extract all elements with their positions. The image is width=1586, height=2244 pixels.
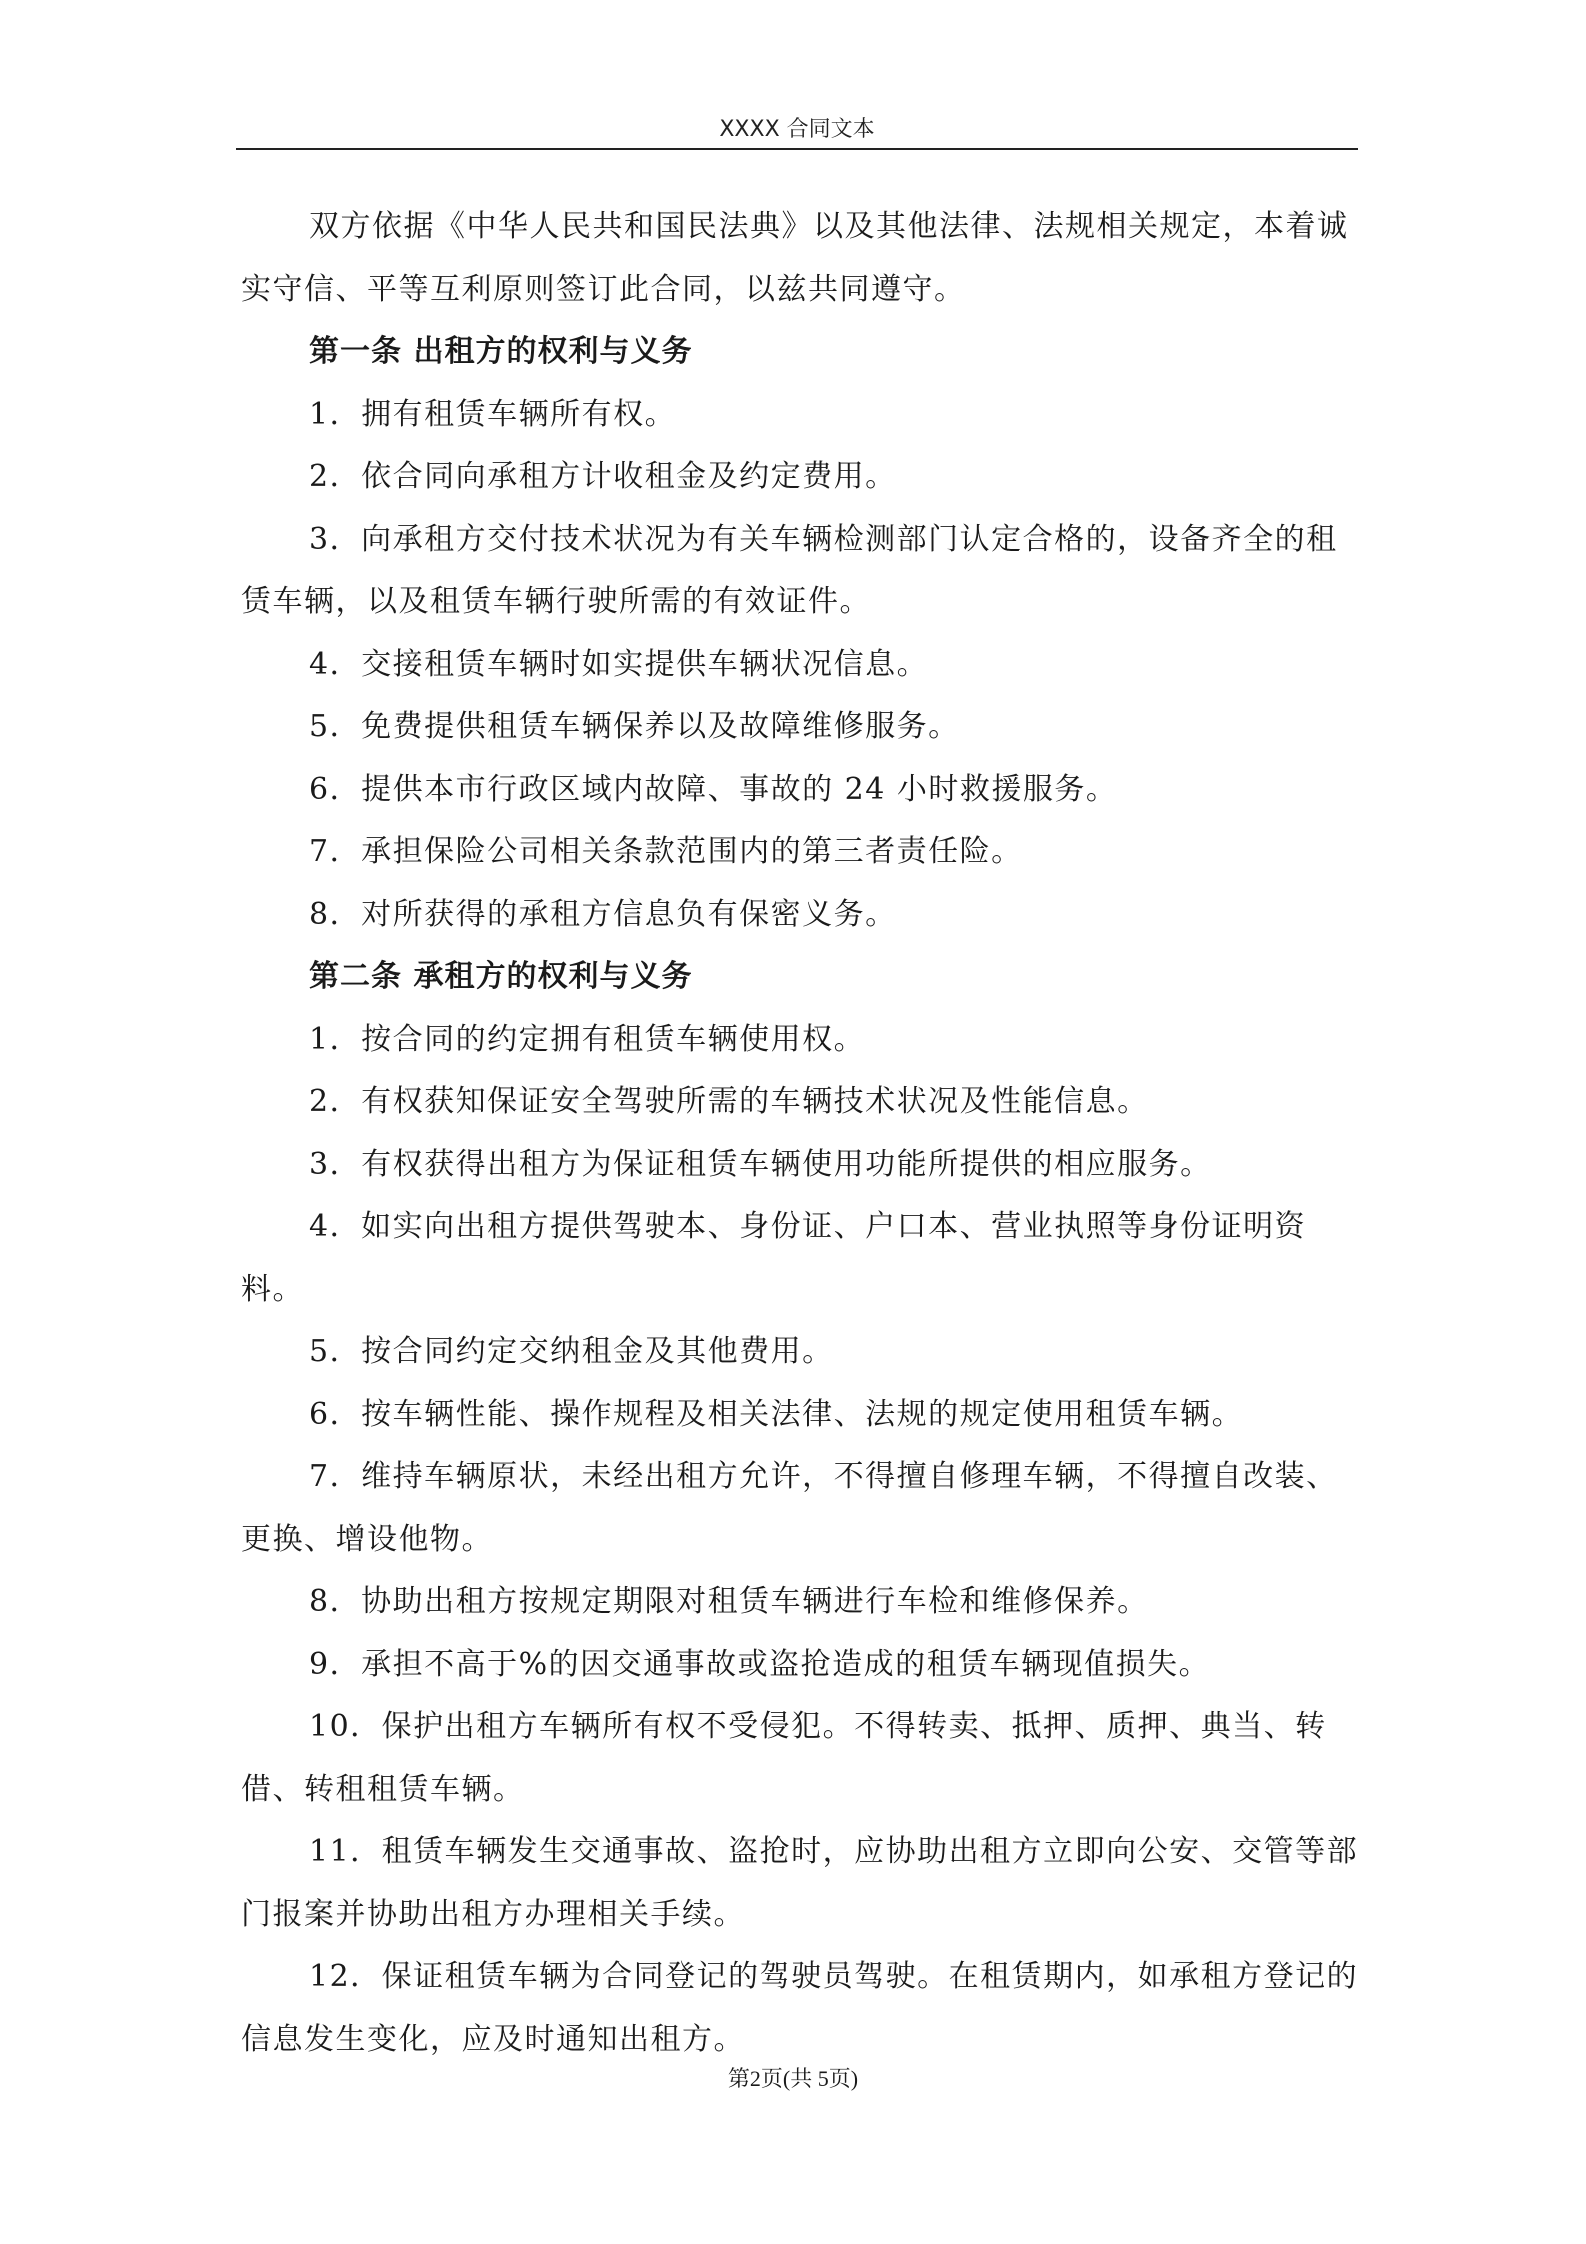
- article-1-item-4: 4．交接租赁车辆时如实提供车辆状况信息。: [309, 646, 929, 682]
- page-header-title: XXXX 合同文本: [719, 117, 875, 142]
- article-2-item-9: 9．承担不高于%的因交通事故或盗抢造成的租赁车辆现值损失。: [309, 1646, 1211, 1682]
- article-2-item-8: 8．协助出租方按规定期限对租赁车辆进行车检和维修保养。: [309, 1584, 1149, 1619]
- article-1-item-7: 7．承担保险公司相关条款范围内的第三者责任险。: [309, 834, 1023, 869]
- article-2-item-3: 3．有权获得出租方为保证租赁车辆使用功能所提供的相应服务。: [309, 1146, 1212, 1182]
- article-1-item-3: 3．向承租方交付技术状况为有关车辆检测部门认定合格的，设备齐全的租赁车辆，以及租赁车辆行驶所需的有效证件。: [241, 521, 1338, 619]
- intro-paragraph: 双方依据《中华人民共和国民法典》以及其他法律、法规相关规定，本着诚实守信、平等互利原则签订此合同，以兹共同遵守。: [241, 209, 1349, 307]
- header-divider: [236, 148, 1358, 150]
- article-1-item-1: 1．拥有租赁车辆所有权。: [309, 396, 677, 432]
- article-2-item-7: 7．维持车辆原状，未经出租方允许，不得擅自修理车辆，不得擅自改装、更换、增设他物。: [241, 1459, 1338, 1557]
- article-2-item-10: 10．保护出租方车辆所有权不受侵犯。不得转卖、抵押、质押、典当、转借、转租租赁车辆。: [241, 1709, 1327, 1807]
- article-2-item-2: 2．有权获知保证安全驾驶所需的车辆技术状况及性能信息。: [309, 1084, 1149, 1119]
- contract-body: [241, 196, 1361, 2071]
- article-2-item-1: 1．按合同的约定拥有租赁车辆使用权。: [309, 1021, 866, 1057]
- article-1-item-5: 5．免费提供租赁车辆保养以及故障维修服务。: [309, 709, 960, 744]
- article-2-item-5: 5．按合同约定交纳租金及其他费用。: [309, 1334, 834, 1369]
- article-1-item-6: 6．提供本市行政区域内故障、事故的 24 小时救援服务。: [309, 771, 1118, 807]
- article-2-item-4: 4．如实向出租方提供驾驶本、身份证、户口本、营业执照等身份证明资料。: [241, 1209, 1307, 1307]
- article-2-item-12: 12．保证租赁车辆为合同登记的驾驶员驾驶。在租赁期内，如承租方登记的信息发生变化，应及时通知出租方。: [241, 1959, 1359, 2057]
- article-1-heading: 第一条 出租方的权利与义务: [309, 334, 693, 369]
- article-2-item-11: 11．租赁车辆发生交通事故、盗抢时，应协助出租方立即向公安、交管等部门报案并协助出租方办理相关手续。: [241, 1834, 1359, 1932]
- article-1-item-2: 2．依合同向承租方计收租金及约定费用。: [309, 459, 897, 494]
- article-2-item-6: 6．按车辆性能、操作规程及相关法律、法规的规定使用租赁车辆。: [309, 1396, 1244, 1432]
- article-2-heading: 第二条 承租方的权利与义务: [309, 959, 693, 994]
- article-1-item-8: 8．对所获得的承租方信息负有保密义务。: [309, 896, 897, 932]
- page-number: 第2页(共 5页): [727, 2066, 859, 2091]
